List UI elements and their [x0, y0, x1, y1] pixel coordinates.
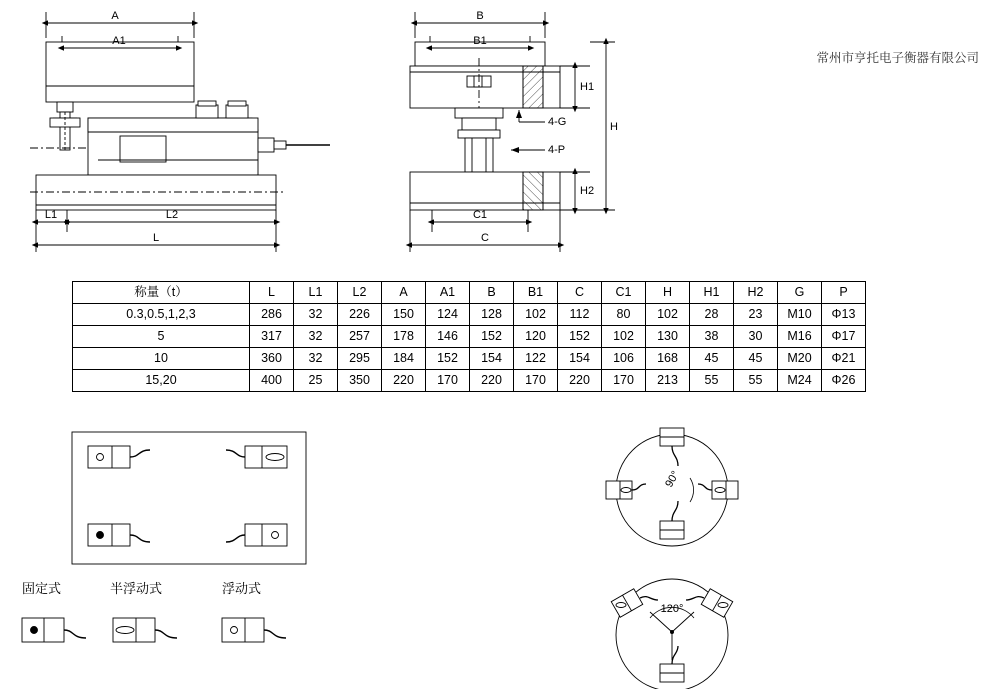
table-header-cell: P [822, 282, 866, 304]
svg-text:L1: L1 [44, 209, 58, 221]
table-cell: Φ13 [822, 304, 866, 326]
table-cell: 226 [338, 304, 382, 326]
company-name: 常州市亨托电子衡器有限公司 [816, 51, 979, 65]
table-cell: M24 [778, 370, 822, 392]
table-cell: 45 [690, 348, 734, 370]
table-cell: M16 [778, 326, 822, 348]
table-cell: 170 [602, 370, 646, 392]
table-cell: 220 [558, 370, 602, 392]
table-cell: 220 [470, 370, 514, 392]
table-cell: 152 [558, 326, 602, 348]
table-cell: 106 [602, 348, 646, 370]
table-header-cell: L1 [294, 282, 338, 304]
svg-text:120°: 120° [660, 603, 684, 615]
table-header-cell: B1 [514, 282, 558, 304]
table-cell: 400 [250, 370, 294, 392]
svg-text:B1: B1 [473, 35, 487, 47]
svg-text:H1: H1 [580, 81, 595, 93]
table-cell: 10 [73, 348, 250, 370]
svg-text:L2: L2 [165, 209, 179, 221]
table-cell: 295 [338, 348, 382, 370]
table-cell: 55 [690, 370, 734, 392]
svg-text:A: A [111, 10, 119, 22]
table-cell: 15,20 [73, 370, 250, 392]
svg-text:H2: H2 [580, 185, 595, 197]
table-cell: 32 [294, 348, 338, 370]
table-cell: 152 [426, 348, 470, 370]
table-header-cell: G [778, 282, 822, 304]
legend-symbols [22, 618, 286, 642]
table-cell: Φ21 [822, 348, 866, 370]
legend-label-semi-floating: 半浮动式 [110, 581, 163, 596]
table-cell: 38 [690, 326, 734, 348]
table-header-cell: 称量（t） [73, 282, 250, 304]
table-cell: 184 [382, 348, 426, 370]
table-cell: 102 [602, 326, 646, 348]
specification-table [72, 281, 866, 392]
table-cell: 112 [558, 304, 602, 326]
legend-label-floating: 浮动式 [222, 581, 262, 596]
table-cell: 28 [690, 304, 734, 326]
table-cell: 213 [646, 370, 690, 392]
table-cell: 5 [73, 326, 250, 348]
table-cell: M20 [778, 348, 822, 370]
table-header-cell: H2 [734, 282, 778, 304]
table-header-cell: H [646, 282, 690, 304]
table-cell: 0.3,0.5,1,2,3 [73, 304, 250, 326]
table-header-cell: L2 [338, 282, 382, 304]
table-cell: 154 [558, 348, 602, 370]
table-row [73, 326, 866, 348]
table-cell: 30 [734, 326, 778, 348]
svg-text:L: L [152, 232, 160, 244]
svg-text:C: C [481, 232, 489, 244]
legend-label-fixed: 固定式 [22, 581, 62, 596]
table-row [73, 348, 866, 370]
table-cell: 120 [514, 326, 558, 348]
svg-text:4-P: 4-P [548, 144, 566, 156]
side-view [410, 10, 618, 252]
table-cell: 32 [294, 326, 338, 348]
table-cell: 150 [382, 304, 426, 326]
svg-text:B: B [476, 10, 484, 22]
table-header-cell: B [470, 282, 514, 304]
table-header-cell: C [558, 282, 602, 304]
svg-text:C1: C1 [472, 209, 488, 221]
table-cell: M10 [778, 304, 822, 326]
svg-text:4-G: 4-G [548, 116, 567, 128]
table-cell: 286 [250, 304, 294, 326]
circular-four-cell-diagram [606, 428, 738, 546]
svg-text:90°: 90° [663, 469, 682, 490]
table-cell: 80 [602, 304, 646, 326]
table-cell: 122 [514, 348, 558, 370]
table-cell: 152 [470, 326, 514, 348]
svg-text:H: H [610, 121, 618, 133]
table-header-cell: C1 [602, 282, 646, 304]
table-cell: 32 [294, 304, 338, 326]
table-cell: 146 [426, 326, 470, 348]
table-cell: 170 [514, 370, 558, 392]
table-cell: 317 [250, 326, 294, 348]
table-cell: 178 [382, 326, 426, 348]
table-cell: Φ26 [822, 370, 866, 392]
table-row [73, 370, 866, 392]
table-header-cell: A1 [426, 282, 470, 304]
table-header-cell: L [250, 282, 294, 304]
table-cell: 168 [646, 348, 690, 370]
table-cell: 220 [382, 370, 426, 392]
table-cell: 102 [646, 304, 690, 326]
table-cell: 360 [250, 348, 294, 370]
circular-three-cell-diagram [611, 579, 733, 689]
table-cell: 170 [426, 370, 470, 392]
table-cell: 102 [514, 304, 558, 326]
table-header-cell: A [382, 282, 426, 304]
table-header-row [73, 282, 866, 304]
table-cell: 128 [470, 304, 514, 326]
table-cell: 25 [294, 370, 338, 392]
table-row [73, 304, 866, 326]
table-header-cell: H1 [690, 282, 734, 304]
rectangular-layout-diagram [72, 432, 306, 564]
table-cell: 23 [734, 304, 778, 326]
table-cell: Φ17 [822, 326, 866, 348]
table-cell: 130 [646, 326, 690, 348]
table-cell: 154 [470, 348, 514, 370]
table-cell: 55 [734, 370, 778, 392]
table-cell: 257 [338, 326, 382, 348]
table-cell: 45 [734, 348, 778, 370]
table-cell: 350 [338, 370, 382, 392]
svg-text:A1: A1 [112, 35, 126, 47]
table-cell: 124 [426, 304, 470, 326]
front-view [30, 10, 330, 252]
